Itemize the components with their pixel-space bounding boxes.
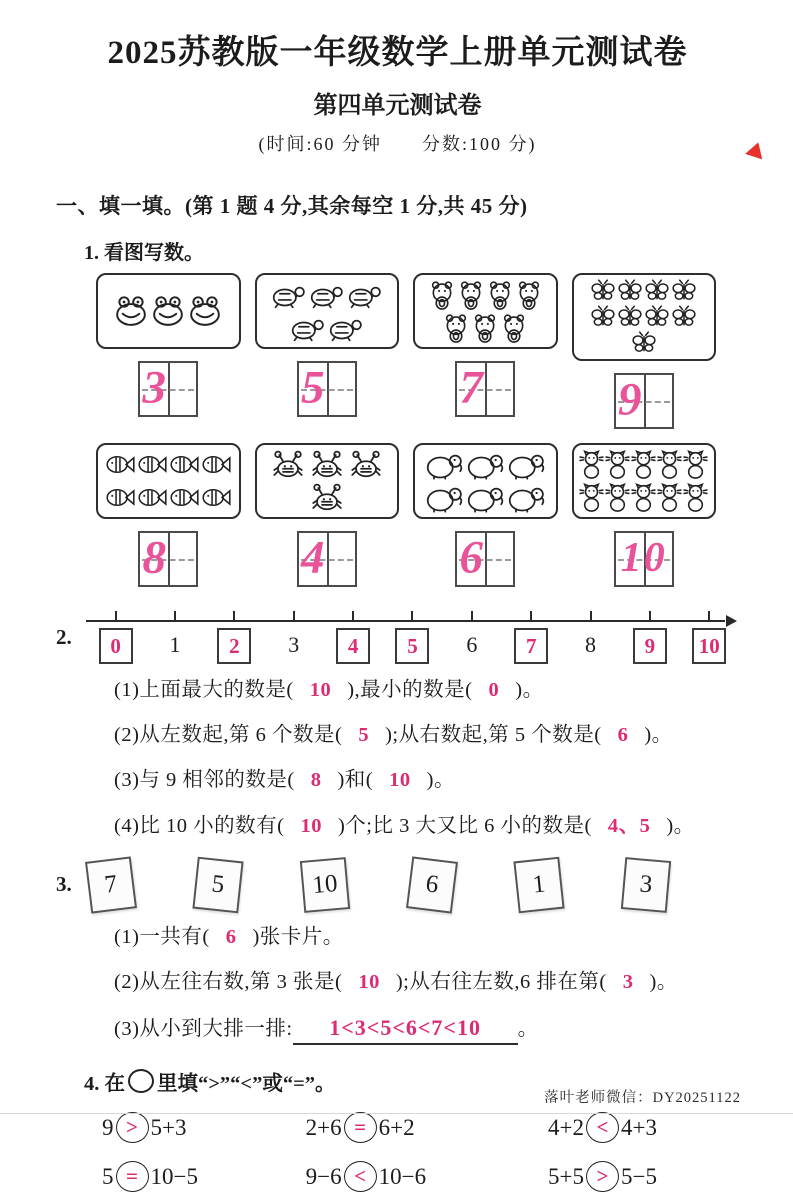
writing-grid <box>297 531 357 587</box>
right-expression: 4+3 <box>621 1114 658 1140</box>
fish-icon <box>105 484 136 511</box>
fish-icon <box>105 451 136 478</box>
handwritten-answer: 3 <box>142 361 166 414</box>
turtle-icon <box>270 281 307 309</box>
cat-icon <box>683 450 708 480</box>
section-one-heading: 一、填一填。(第 1 题 4 分,其余每空 1 分,共 45 分) <box>56 194 528 218</box>
number-card-5: 5 <box>192 856 243 913</box>
fish-picture-box <box>96 443 241 519</box>
writing-grid <box>138 361 198 417</box>
turtle-icon <box>327 314 364 342</box>
cat-icon <box>605 483 630 513</box>
given-number: 8 <box>585 632 597 657</box>
sub-question <box>114 1015 739 1045</box>
right-expression: 10−5 <box>150 1163 198 1189</box>
comparison-answer: < <box>354 1164 367 1189</box>
answer-text: 5 <box>358 724 370 747</box>
numberline-value-0 <box>86 611 145 664</box>
question-text: )。 <box>666 814 695 837</box>
numberline-value-8 <box>561 611 620 664</box>
numberline-value-2 <box>205 611 264 664</box>
bear-icon <box>471 313 499 343</box>
question-4-heading-suffix: 里填“>”“<”或“=”。 <box>157 1073 336 1096</box>
count-picture-cell-fish <box>96 443 241 601</box>
sub-question <box>114 814 739 838</box>
left-expression: 9 <box>102 1114 114 1140</box>
handwritten-answer: 5 <box>301 361 325 414</box>
writing-grid <box>455 361 515 417</box>
answer-box: 10 <box>692 628 726 664</box>
left-expression: 5 <box>102 1163 114 1189</box>
elephant-picture-box <box>413 443 558 519</box>
count-pictures-grid <box>96 273 716 601</box>
question-text: (4)比 10 小的数有( <box>114 814 285 837</box>
butterfly-icon <box>644 278 670 304</box>
comparison-answer: > <box>126 1115 138 1140</box>
question-text: (3)与 9 相邻的数是( <box>114 769 295 792</box>
cat-icon <box>631 450 656 480</box>
question-text: (2)从左数起,第 6 个数是( <box>114 724 343 747</box>
tick-mark <box>530 611 532 621</box>
elephant-icon <box>424 450 464 480</box>
question-text: (3)从小到大排一排: <box>114 1018 293 1041</box>
elephant-icon <box>506 483 546 513</box>
butterfly-icon <box>631 330 657 356</box>
comparison-item <box>102 1161 306 1192</box>
elephant-icon <box>465 483 505 513</box>
page-title: 2025苏教版一年级数学上册单元测试卷 <box>107 35 688 71</box>
number-line <box>86 611 739 664</box>
handwritten-answer: 9 <box>618 373 642 426</box>
sub-question <box>114 723 739 747</box>
question-text: (1)一共有( <box>114 925 210 948</box>
tick-mark <box>293 611 295 621</box>
right-expression: 5−5 <box>621 1163 658 1189</box>
count-picture-cell-butterfly <box>572 273 717 443</box>
writing-grid <box>138 531 198 587</box>
writing-grid <box>455 531 515 587</box>
handwritten-answer: 6 <box>459 531 483 584</box>
answer-text: 10 <box>358 970 380 993</box>
answer-circle <box>344 1112 377 1143</box>
given-number: 1 <box>169 632 181 657</box>
butterfly-icon <box>671 278 697 304</box>
frog-icon <box>113 294 149 328</box>
unit-subtitle: 第四单元测试卷 <box>313 93 482 119</box>
elephant-icon <box>506 450 546 480</box>
question-text: )。 <box>644 724 673 747</box>
answer-box: 5 <box>395 628 429 664</box>
answer-circle <box>344 1161 377 1192</box>
cat-icon <box>631 483 656 513</box>
question-text: ),最小的数是( <box>347 679 473 701</box>
number-card-6: 6 <box>406 856 458 913</box>
crab-icon <box>308 483 346 513</box>
numberline-value-7 <box>502 611 561 664</box>
cat-icon <box>657 483 682 513</box>
question-text: (1)上面最大的数是( <box>114 679 294 701</box>
question-2-subquestions <box>114 678 739 838</box>
question-1-label: 1. 看图写数。 <box>84 242 204 264</box>
question-text: )个;比 3 大又比 6 小的数是( <box>337 814 592 837</box>
cat-icon <box>579 450 604 480</box>
question-text: (2)从左往右数,第 3 张是( <box>114 970 343 993</box>
count-picture-cell-turtle <box>255 273 400 443</box>
answer-text: 0 <box>488 679 500 701</box>
comparison-answer: = <box>126 1164 138 1189</box>
comparison-item <box>102 1112 306 1143</box>
comparison-answer: = <box>354 1115 367 1140</box>
question-text: )张卡片。 <box>252 925 344 948</box>
answer-circle <box>116 1161 149 1192</box>
answer-sequence: 1<3<5<6<7<10 <box>293 1015 518 1045</box>
number-line-values <box>86 611 739 664</box>
cat-picture-box <box>572 443 717 519</box>
number-card-3: 3 <box>621 857 671 913</box>
tick-mark <box>471 611 473 621</box>
question-text: );从右数起,第 5 个数是( <box>385 724 602 747</box>
numberline-value-1 <box>145 611 204 664</box>
fish-icon <box>169 484 200 511</box>
answer-text: 4、5 <box>607 814 651 837</box>
question-text: );从右往左数,6 排在第( <box>395 970 607 993</box>
count-picture-cell-bear <box>413 273 558 443</box>
question-3-number: 3. <box>56 872 72 897</box>
fish-icon <box>137 451 168 478</box>
left-expression: 5+5 <box>548 1163 585 1189</box>
answer-box: 7 <box>514 628 548 664</box>
count-picture-cell-cat <box>572 443 717 601</box>
question-3-subquestions <box>114 925 739 1045</box>
answer-circle <box>586 1161 619 1192</box>
elephant-icon <box>424 483 464 513</box>
turtle-picture-box <box>255 273 400 349</box>
bear-icon <box>428 280 456 310</box>
frog-icon <box>187 294 223 328</box>
comparison-item <box>306 1161 548 1192</box>
bear-icon <box>486 280 514 310</box>
left-expression: 4+2 <box>548 1114 585 1140</box>
tick-mark <box>411 611 413 621</box>
question-3 <box>56 859 739 911</box>
butterfly-icon <box>617 304 643 330</box>
bear-icon <box>500 313 528 343</box>
crab-icon <box>269 450 307 480</box>
comparison-answer: > <box>596 1164 609 1189</box>
answer-circle <box>116 1112 149 1143</box>
tick-mark <box>115 611 117 621</box>
cat-icon <box>683 483 708 513</box>
numberline-value-3 <box>264 611 323 664</box>
bear-icon <box>457 280 485 310</box>
butterfly-icon <box>590 304 616 330</box>
tick-mark <box>352 611 354 621</box>
comparison-item <box>306 1112 548 1143</box>
numberline-value-10 <box>680 611 739 664</box>
turtle-icon <box>289 314 326 342</box>
crab-picture-box <box>255 443 400 519</box>
crab-icon <box>347 450 385 480</box>
comparison-answer: < <box>596 1115 609 1140</box>
elephant-icon <box>465 450 505 480</box>
answer-box: 0 <box>99 628 133 664</box>
answer-box: 2 <box>217 628 251 664</box>
handwritten-answer: 10 <box>620 535 667 582</box>
numberline-value-4 <box>323 611 382 664</box>
answer-text: 6 <box>225 925 237 948</box>
numberline-value-5 <box>383 611 442 664</box>
count-picture-cell-crab <box>255 443 400 601</box>
tick-mark <box>233 611 235 621</box>
tick-mark <box>649 611 651 621</box>
right-expression: 5+3 <box>150 1114 187 1140</box>
handwritten-answer: 8 <box>142 531 166 584</box>
bear-picture-box <box>413 273 558 349</box>
fish-icon <box>137 484 168 511</box>
writing-grid <box>614 373 674 429</box>
turtle-icon <box>308 281 345 309</box>
sub-question <box>114 925 739 949</box>
answer-text: 10 <box>389 769 411 792</box>
left-expression: 2+6 <box>305 1114 342 1140</box>
bear-icon <box>515 280 543 310</box>
frog-icon <box>150 294 186 328</box>
butterfly-icon <box>617 278 643 304</box>
answer-circle <box>586 1112 619 1143</box>
comparison-item <box>548 1112 742 1143</box>
answer-box: 4 <box>336 628 370 664</box>
right-expression: 6+2 <box>378 1114 415 1140</box>
turtle-icon <box>346 281 383 309</box>
answer-text: 10 <box>300 814 322 837</box>
count-picture-cell-frog <box>96 273 241 443</box>
question-2 <box>56 611 739 664</box>
answer-text: 6 <box>617 724 629 747</box>
tick-mark <box>174 611 176 621</box>
fish-icon <box>169 451 200 478</box>
right-expression: 10−6 <box>378 1163 427 1189</box>
comparison-item <box>548 1161 742 1192</box>
frog-picture-box <box>96 273 241 349</box>
handwritten-answer: 7 <box>459 361 483 414</box>
bear-icon <box>442 313 470 343</box>
answer-text: 10 <box>309 679 332 701</box>
footer-watermark: 落叶老师微信：DY20251122 <box>0 1086 793 1114</box>
handwritten-answer: 4 <box>301 531 325 584</box>
sub-question <box>114 970 739 994</box>
number-cards <box>88 859 739 911</box>
butterfly-icon <box>671 304 697 330</box>
numberline-value-6 <box>442 611 501 664</box>
comparison-grid <box>102 1112 742 1192</box>
writing-grid <box>297 361 357 417</box>
numberline-value-9 <box>620 611 679 664</box>
number-card-7: 7 <box>85 856 137 913</box>
given-number: 6 <box>466 632 478 657</box>
answer-text: 8 <box>310 769 322 792</box>
given-number: 3 <box>288 632 300 657</box>
sub-question <box>114 768 739 792</box>
count-picture-cell-elephant <box>413 443 558 601</box>
red-triangle-marker <box>745 140 767 160</box>
tick-mark <box>708 611 710 621</box>
writing-grid <box>614 531 674 587</box>
number-card-10: 10 <box>300 857 350 913</box>
question-2-number: 2. <box>56 625 72 649</box>
fish-icon <box>201 451 232 478</box>
question-text: )。 <box>515 679 544 701</box>
cat-icon <box>657 450 682 480</box>
question-text: 。 <box>517 1018 539 1041</box>
tick-mark <box>590 611 592 621</box>
question-text: )。 <box>426 769 455 792</box>
cat-icon <box>605 450 630 480</box>
answer-text: 3 <box>622 970 634 993</box>
question-text: )和( <box>337 769 374 792</box>
question-text: )。 <box>649 970 678 993</box>
time-score-info: (时间:60 分钟 分数:100 分) <box>258 134 537 154</box>
cat-icon <box>579 483 604 513</box>
question-4-heading-prefix: 4. 在 <box>84 1073 125 1096</box>
crab-icon <box>308 450 346 480</box>
answer-box: 9 <box>633 628 667 664</box>
number-card-1: 1 <box>513 856 564 913</box>
fish-icon <box>201 484 232 511</box>
butterfly-icon <box>644 304 670 330</box>
butterfly-icon <box>590 278 616 304</box>
left-expression: 9−6 <box>305 1163 342 1189</box>
butterfly-picture-box <box>572 273 717 361</box>
sub-question <box>114 678 739 702</box>
